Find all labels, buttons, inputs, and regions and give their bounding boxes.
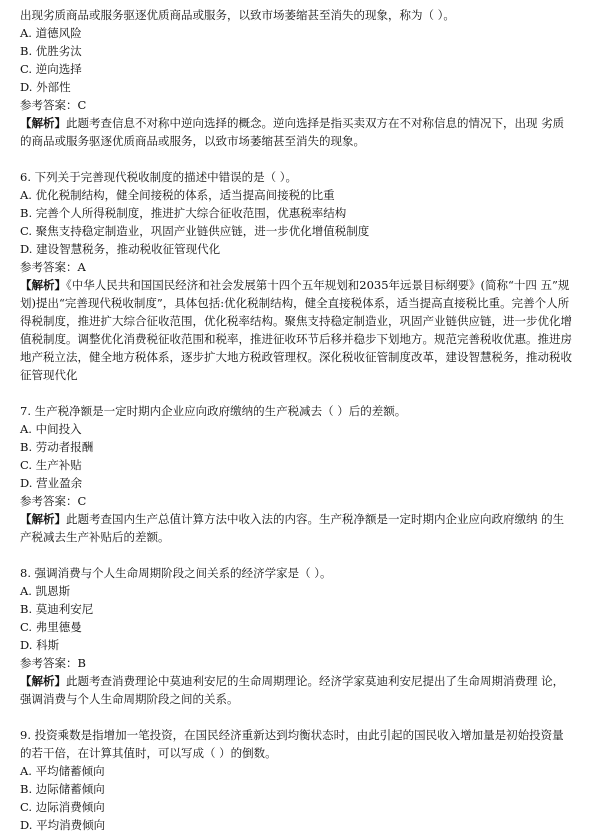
q8-explanation-text: 此题考查消费理论中莫迪利安尼的生命周期理论。经济学家莫迪利安尼提出了生命周期消费理 论，强调消费与个人生命周期阶段之间的关系。 (20, 674, 565, 706)
q7-option-c: C. 生产补贴 (20, 458, 82, 472)
q7-stem: 7. 生产税净额是一定时期内企业应向政府缴纳的生产税减去（ ）后的差额。 (20, 404, 407, 418)
q6-option-b: B. 完善个人所得税制度，推进扩大综合征收范围，优惠税率结构 (20, 206, 347, 220)
q5-option-a: A. 道德风险 (20, 26, 82, 40)
q8-stem: 8. 强调消费与个人生命周期阶段之间关系的经济学家是（ ）。 (20, 566, 332, 580)
q7-option-b: B. 劳动者报酬 (20, 440, 94, 454)
q5-option-b: B. 优胜劣汰 (20, 44, 82, 58)
q6-explanation-text: 《中华人民共和国国民经济和社会发展第十四个五年规划和2035年远景目标纲要》(简称“十四 五”规划)提出“完善现代税收制度”，具体包括:优化税制结构，健全直接税体系，适当提高直接税比重。完善个人所得税制度，推进扩大综合征收范围，优化税率结构。聚焦支持稳定制造业，巩固产业链供应链，进一步优化增值税制度。调整优化消费税征收范围和税率，推进征收环节后移并稳步下划地方。规范完善税收优惠。推进房地产税立法，健全地方税体系，逐步扩大地方税政管理权。深化税收征管制度改革，建设智慧税务，推动税收征管现代化 (20, 278, 572, 382)
q9-option-d: D. 平均消费倾向 (20, 818, 106, 832)
q9-stem: 9. 投资乘数是指增加一笔投资，在国民经济重新达到均衡状态时，由此引起的国民收入增加量是初始投资量的若干倍，在计算其值时，可以写成（ ）的倒数。 (20, 728, 564, 760)
q8-explanation (20, 672, 575, 708)
q5-answer: 参考答案：C (20, 98, 87, 112)
q6-option-d: D. 建设智慧税务，推动税收征管现代化 (20, 242, 221, 256)
q5-stem-tail: 出现劣质商品或服务驱逐优质商品或服务，以致市场萎缩甚至消失的现象，称为（ ）。 (20, 8, 455, 22)
q7-answer: 参考答案：C (20, 494, 87, 508)
q5-explanation (20, 114, 575, 150)
q5-explanation-text: 此题考查信息不对称中逆向选择的概念。逆向选择是指买卖双方在不对称信息的情况下，出现 劣质的商品或服务驱逐优质商品或服务，以致市场萎缩甚至消失的现象。 (20, 116, 565, 148)
q7-explanation-label: 【解析】 (20, 512, 66, 526)
q6-answer: 参考答案：A (20, 260, 86, 274)
q9-option-a: A. 平均储蓄倾向 (20, 764, 105, 778)
q8-explanation-label: 【解析】 (20, 674, 66, 688)
q7-explanation (20, 510, 575, 546)
q7-option-a: A. 中间投入 (20, 422, 82, 436)
q9-option-b: B. 边际储蓄倾向 (20, 782, 105, 796)
q8-option-a: A. 凯恩斯 (20, 584, 71, 598)
q7-explanation-text: 此题考查国内生产总值计算方法中收入法的内容。生产税净额是一定时期内企业应向政府缴纳 的生产税减去生产补贴后的差额。 (20, 512, 565, 544)
q9-option-c: C. 边际消费倾向 (20, 800, 105, 814)
q8-option-d: D. 科斯 (20, 638, 60, 652)
q7-option-d: D. 营业盈余 (20, 476, 83, 490)
q5-option-c: C. 逆向选择 (20, 62, 82, 76)
q8-option-b: B. 莫迪利安尼 (20, 602, 94, 616)
q6-option-a: A. 优化税制结构，健全间接税的体系，适当提高间接税的比重 (20, 188, 335, 202)
q8-answer: 参考答案：B (20, 656, 86, 670)
q6-explanation-label: 【解析】 (20, 278, 66, 292)
q6-stem: 6. 下列关于完善现代税收制度的描述中错误的是（ ）。 (20, 170, 298, 184)
q5-explanation-label: 【解析】 (20, 116, 66, 130)
q8-option-c: C. 弗里德曼 (20, 620, 82, 634)
q6-option-c: C. 聚焦支持稳定制造业，巩固产业链供应链，进一步优化增值税制度 (20, 224, 370, 238)
q6-explanation (20, 276, 575, 384)
q5-option-d: D. 外部性 (20, 80, 71, 94)
